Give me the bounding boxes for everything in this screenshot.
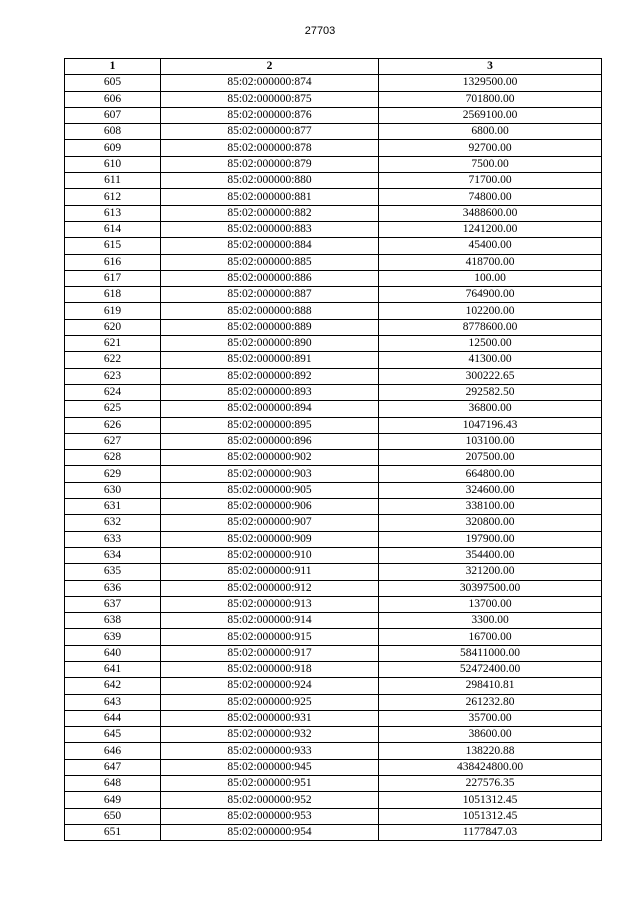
table-row	[65, 759, 602, 775]
cadastral-number-cell: 85:02:000000:888	[161, 303, 379, 319]
row-number-cell: 643	[65, 694, 161, 710]
row-number-cell: 634	[65, 547, 161, 563]
row-number-cell: 623	[65, 368, 161, 384]
cadastral-number-cell: 85:02:000000:887	[161, 287, 379, 303]
row-number-cell: 647	[65, 759, 161, 775]
table-row	[65, 645, 602, 661]
table-row	[65, 238, 602, 254]
table-row	[65, 254, 602, 270]
cadastral-number-cell: 85:02:000000:903	[161, 466, 379, 482]
value-cell: 8778600.00	[379, 319, 602, 335]
cadastral-number-cell: 85:02:000000:910	[161, 547, 379, 563]
header-row	[65, 59, 602, 75]
table-row	[65, 580, 602, 596]
cadastral-number-cell: 85:02:000000:913	[161, 596, 379, 612]
row-number-cell: 645	[65, 727, 161, 743]
cadastral-number-cell: 85:02:000000:914	[161, 613, 379, 629]
cadastral-number-cell: 85:02:000000:886	[161, 270, 379, 286]
row-number-cell: 624	[65, 384, 161, 400]
value-cell: 298410.81	[379, 678, 602, 694]
cadastral-number-cell: 85:02:000000:918	[161, 661, 379, 677]
cadastral-number-cell: 85:02:000000:932	[161, 727, 379, 743]
cadastral-number-cell: 85:02:000000:954	[161, 824, 379, 840]
row-number-cell: 613	[65, 205, 161, 221]
row-number-cell: 618	[65, 287, 161, 303]
value-cell: 1051312.45	[379, 808, 602, 824]
table-row	[65, 352, 602, 368]
cadastral-number-cell: 85:02:000000:876	[161, 107, 379, 123]
cadastral-number-cell: 85:02:000000:917	[161, 645, 379, 661]
cadastral-number-cell: 85:02:000000:885	[161, 254, 379, 270]
value-cell: 207500.00	[379, 450, 602, 466]
row-number-cell: 620	[65, 319, 161, 335]
cadastral-number-cell: 85:02:000000:875	[161, 91, 379, 107]
cadastral-number-cell: 85:02:000000:890	[161, 336, 379, 352]
row-number-cell: 629	[65, 466, 161, 482]
cadastral-number-cell: 85:02:000000:931	[161, 710, 379, 726]
value-cell: 3488600.00	[379, 205, 602, 221]
table-row	[65, 661, 602, 677]
cadastral-number-cell: 85:02:000000:924	[161, 678, 379, 694]
row-number-cell: 619	[65, 303, 161, 319]
value-cell: 227576.35	[379, 776, 602, 792]
cadastral-number-cell: 85:02:000000:933	[161, 743, 379, 759]
value-cell: 1047196.43	[379, 417, 602, 433]
value-cell: 3300.00	[379, 613, 602, 629]
cadastral-number-cell: 85:02:000000:877	[161, 124, 379, 140]
row-number-cell: 646	[65, 743, 161, 759]
table-row	[65, 189, 602, 205]
cadastral-number-cell: 85:02:000000:953	[161, 808, 379, 824]
cadastral-number-cell: 85:02:000000:889	[161, 319, 379, 335]
row-number-cell: 648	[65, 776, 161, 792]
row-number-cell: 608	[65, 124, 161, 140]
table-row	[65, 629, 602, 645]
table-row	[65, 564, 602, 580]
value-cell: 71700.00	[379, 173, 602, 189]
value-cell: 320800.00	[379, 515, 602, 531]
value-cell: 16700.00	[379, 629, 602, 645]
page-number: 27703	[304, 25, 336, 37]
value-cell: 36800.00	[379, 401, 602, 417]
cadastral-number-cell: 85:02:000000:882	[161, 205, 379, 221]
table-row	[65, 531, 602, 547]
value-cell: 338100.00	[379, 499, 602, 515]
table-row	[65, 466, 602, 482]
cadastral-number-cell: 85:02:000000:894	[161, 401, 379, 417]
value-cell: 701800.00	[379, 91, 602, 107]
table-row	[65, 808, 602, 824]
value-cell: 103100.00	[379, 433, 602, 449]
table-row	[65, 173, 602, 189]
value-cell: 261232.80	[379, 694, 602, 710]
row-number-cell: 614	[65, 221, 161, 237]
table-row	[65, 124, 602, 140]
value-cell: 7500.00	[379, 156, 602, 172]
row-number-cell: 622	[65, 352, 161, 368]
table-row	[65, 401, 602, 417]
row-number-cell: 607	[65, 107, 161, 123]
table-row	[65, 205, 602, 221]
row-number-cell: 617	[65, 270, 161, 286]
cadastral-number-cell: 85:02:000000:902	[161, 450, 379, 466]
value-cell: 664800.00	[379, 466, 602, 482]
table-row	[65, 384, 602, 400]
row-number-cell: 637	[65, 596, 161, 612]
cadastral-number-cell: 85:02:000000:879	[161, 156, 379, 172]
cadastral-number-cell: 85:02:000000:951	[161, 776, 379, 792]
table-row	[65, 596, 602, 612]
table-row	[65, 678, 602, 694]
row-number-cell: 633	[65, 531, 161, 547]
row-number-cell: 650	[65, 808, 161, 824]
table-row	[65, 107, 602, 123]
cadastral-value-table	[64, 58, 602, 841]
row-number-cell: 651	[65, 824, 161, 840]
table-row	[65, 336, 602, 352]
value-cell: 1051312.45	[379, 792, 602, 808]
value-cell: 1241200.00	[379, 221, 602, 237]
table-row	[65, 91, 602, 107]
table-row	[65, 303, 602, 319]
row-number-cell: 649	[65, 792, 161, 808]
table-row	[65, 319, 602, 335]
value-cell: 52472400.00	[379, 661, 602, 677]
row-number-cell: 641	[65, 661, 161, 677]
value-cell: 1177847.03	[379, 824, 602, 840]
cadastral-number-cell: 85:02:000000:952	[161, 792, 379, 808]
cadastral-number-cell: 85:02:000000:881	[161, 189, 379, 205]
value-cell: 764900.00	[379, 287, 602, 303]
cadastral-number-cell: 85:02:000000:905	[161, 482, 379, 498]
value-cell: 102200.00	[379, 303, 602, 319]
row-number-cell: 642	[65, 678, 161, 694]
row-number-cell: 621	[65, 336, 161, 352]
cadastral-number-cell: 85:02:000000:912	[161, 580, 379, 596]
cadastral-number-cell: 85:02:000000:884	[161, 238, 379, 254]
header-col-1: 1	[65, 59, 161, 75]
table-row	[65, 776, 602, 792]
cadastral-number-cell: 85:02:000000:878	[161, 140, 379, 156]
cadastral-number-cell: 85:02:000000:880	[161, 173, 379, 189]
value-cell: 35700.00	[379, 710, 602, 726]
cadastral-number-cell: 85:02:000000:909	[161, 531, 379, 547]
table-row	[65, 710, 602, 726]
table-row	[65, 482, 602, 498]
value-cell: 438424800.00	[379, 759, 602, 775]
cadastral-number-cell: 85:02:000000:883	[161, 221, 379, 237]
row-number-cell: 611	[65, 173, 161, 189]
table-row	[65, 368, 602, 384]
table-row	[65, 743, 602, 759]
row-number-cell: 610	[65, 156, 161, 172]
cadastral-number-cell: 85:02:000000:907	[161, 515, 379, 531]
value-cell: 292582.50	[379, 384, 602, 400]
table-row	[65, 156, 602, 172]
table-row	[65, 140, 602, 156]
value-cell: 138220.88	[379, 743, 602, 759]
table-row	[65, 824, 602, 840]
value-cell: 418700.00	[379, 254, 602, 270]
value-cell: 38600.00	[379, 727, 602, 743]
value-cell: 92700.00	[379, 140, 602, 156]
row-number-cell: 639	[65, 629, 161, 645]
table-row	[65, 417, 602, 433]
cadastral-number-cell: 85:02:000000:945	[161, 759, 379, 775]
row-number-cell: 632	[65, 515, 161, 531]
value-cell: 74800.00	[379, 189, 602, 205]
header-col-2: 2	[161, 59, 379, 75]
value-cell: 41300.00	[379, 352, 602, 368]
cadastral-number-cell: 85:02:000000:895	[161, 417, 379, 433]
cadastral-number-cell: 85:02:000000:915	[161, 629, 379, 645]
row-number-cell: 626	[65, 417, 161, 433]
row-number-cell: 609	[65, 140, 161, 156]
table-row	[65, 270, 602, 286]
row-number-cell: 616	[65, 254, 161, 270]
cadastral-number-cell: 85:02:000000:911	[161, 564, 379, 580]
table-header	[65, 59, 602, 75]
value-cell: 58411000.00	[379, 645, 602, 661]
value-cell: 321200.00	[379, 564, 602, 580]
table-row	[65, 287, 602, 303]
table-row	[65, 450, 602, 466]
table-row	[65, 547, 602, 563]
header-col-3: 3	[379, 59, 602, 75]
row-number-cell: 625	[65, 401, 161, 417]
value-cell: 324600.00	[379, 482, 602, 498]
cadastral-number-cell: 85:02:000000:874	[161, 75, 379, 91]
value-cell: 354400.00	[379, 547, 602, 563]
value-cell: 12500.00	[379, 336, 602, 352]
value-cell: 1329500.00	[379, 75, 602, 91]
row-number-cell: 636	[65, 580, 161, 596]
cadastral-number-cell: 85:02:000000:893	[161, 384, 379, 400]
table-row	[65, 499, 602, 515]
row-number-cell: 628	[65, 450, 161, 466]
row-number-cell: 635	[65, 564, 161, 580]
value-cell: 197900.00	[379, 531, 602, 547]
value-cell: 45400.00	[379, 238, 602, 254]
row-number-cell: 630	[65, 482, 161, 498]
value-cell: 30397500.00	[379, 580, 602, 596]
cadastral-number-cell: 85:02:000000:891	[161, 352, 379, 368]
row-number-cell: 631	[65, 499, 161, 515]
row-number-cell: 627	[65, 433, 161, 449]
value-cell: 300222.65	[379, 368, 602, 384]
row-number-cell: 640	[65, 645, 161, 661]
row-number-cell: 605	[65, 75, 161, 91]
cadastral-number-cell: 85:02:000000:892	[161, 368, 379, 384]
cadastral-number-cell: 85:02:000000:906	[161, 499, 379, 515]
row-number-cell: 638	[65, 613, 161, 629]
table-row	[65, 613, 602, 629]
table-row	[65, 221, 602, 237]
row-number-cell: 644	[65, 710, 161, 726]
table-body	[65, 75, 602, 841]
table-row	[65, 515, 602, 531]
row-number-cell: 606	[65, 91, 161, 107]
value-cell: 2569100.00	[379, 107, 602, 123]
table-row	[65, 75, 602, 91]
cadastral-number-cell: 85:02:000000:896	[161, 433, 379, 449]
value-cell: 13700.00	[379, 596, 602, 612]
row-number-cell: 615	[65, 238, 161, 254]
table-row	[65, 694, 602, 710]
table-row	[65, 792, 602, 808]
row-number-cell: 612	[65, 189, 161, 205]
value-cell: 100.00	[379, 270, 602, 286]
table-row	[65, 433, 602, 449]
value-cell: 6800.00	[379, 124, 602, 140]
table-row	[65, 727, 602, 743]
cadastral-number-cell: 85:02:000000:925	[161, 694, 379, 710]
